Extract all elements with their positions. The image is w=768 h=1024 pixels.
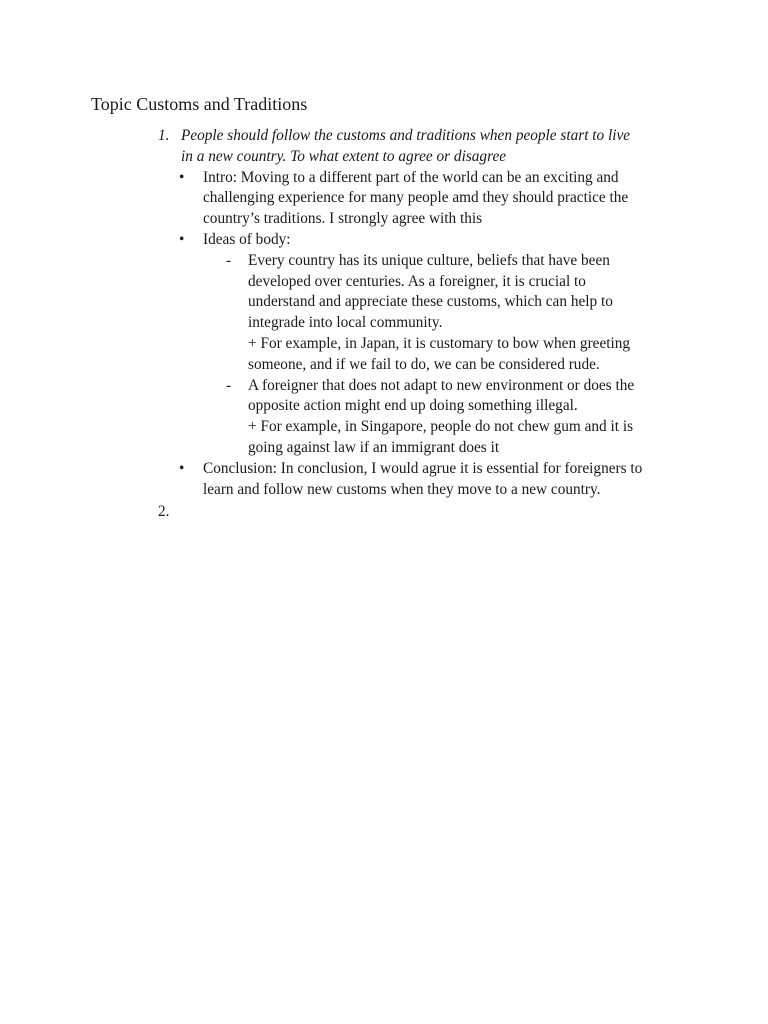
text-line: someone, and if we fail to do, we can be considered rude. bbox=[248, 355, 600, 373]
text-line: opposite action might end up doing something illegal. bbox=[248, 397, 578, 415]
text-line: A foreigner that does not adapt to new environment or does the bbox=[248, 376, 635, 394]
intro-bullet-item bbox=[181, 168, 678, 230]
body-point-2 bbox=[226, 376, 678, 459]
text-line: in a new country. To what extent to agree or disagree bbox=[181, 147, 507, 165]
ideas-bullet-item bbox=[181, 230, 678, 459]
text-line: country’s traditions. I strongly agree with this bbox=[203, 210, 483, 228]
text-line: + For example, in Singapore, people do not chew gum and it is bbox=[248, 418, 634, 436]
text-line: understand and appreciate these customs, which can help to bbox=[248, 293, 613, 311]
text-line: Conclusion: In conclusion, I would agrue it is essential for foreigners to bbox=[203, 459, 643, 477]
dash-marker: - bbox=[226, 251, 232, 269]
numbered-item-1 bbox=[158, 126, 678, 500]
text-line: People should follow the customs and traditions when people start to live bbox=[181, 127, 631, 144]
text-line: developed over centuries. As a foreigner, it is crucial to bbox=[248, 272, 586, 290]
bullet-marker: • bbox=[179, 230, 185, 248]
document-title: Topic Customs and Traditions bbox=[91, 94, 308, 114]
text-line: going against law if an immigrant does it bbox=[248, 438, 500, 456]
text-line: Intro: Moving to a different part of the world can be an exciting and bbox=[203, 168, 619, 186]
text-line: integrade into local community. bbox=[248, 314, 443, 332]
text-line: Every country has its unique culture, beliefs that have been bbox=[248, 251, 610, 269]
ideas-label: Ideas of body: bbox=[203, 230, 291, 248]
bullet-marker: • bbox=[179, 168, 185, 186]
item-number: 2. bbox=[158, 503, 170, 520]
text-line: + For example, in Japan, it is customary to bow when greeting bbox=[248, 334, 631, 352]
bullet-marker: • bbox=[179, 459, 185, 477]
text-line: challenging experience for many people amd they should practice the bbox=[203, 189, 629, 207]
item-number: 1. bbox=[158, 127, 170, 144]
conclusion-bullet-item bbox=[181, 459, 678, 501]
dash-marker: - bbox=[226, 376, 232, 394]
body-point-1 bbox=[226, 251, 678, 376]
text-line: learn and follow new customs when they move to a new country. bbox=[203, 480, 601, 498]
